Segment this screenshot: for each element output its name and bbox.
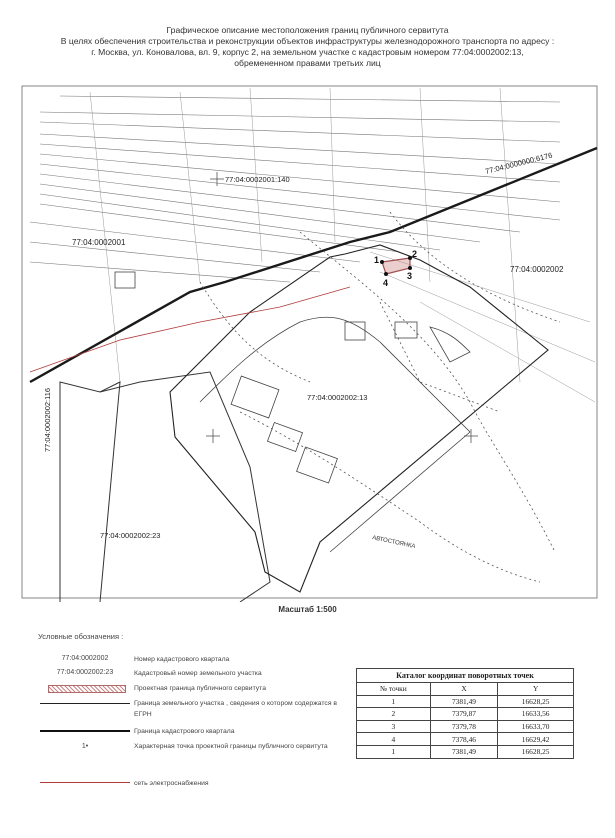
cell-point: 3 [357,720,431,733]
cell-point: 4 [357,733,431,746]
cell-point: 2 [357,708,431,721]
table-row [357,720,574,733]
legend-item-parcel-boundary [40,697,340,721]
cell-x: 7379,78 [430,720,498,733]
legend-item-quarter-boundary [40,724,340,738]
document-title: Графическое описание местоположения границ публичного сервитута [166,25,449,35]
legend-label: сеть электроснабжения [134,780,209,787]
legend-symbol-parcel: 77:04:0002002:23 [56,669,114,676]
utility-network [200,212,560,582]
cell-x: 7378,46 [430,733,498,746]
parcel-boundary-symbol [40,703,130,704]
cell-y: 16628,25 [498,745,574,758]
point-3-marker [408,266,412,270]
inner-road-boundary [200,317,470,552]
coordinates-catalog-table [356,668,574,759]
cell-point: 1 [357,745,431,758]
document-subtitle-encumbrance: обремененном правами третьих лиц [234,58,381,68]
quarter-east-label: 77:04:0002002 [510,265,564,274]
table-row [357,708,574,721]
legend-item-characteristic-point [40,740,340,764]
column-header-point: № точки [357,683,431,696]
parcel-13-label: 77:04:0002002:13 [307,393,368,402]
parcel-140-label: 77:04:0002001:140 [225,175,290,184]
cell-y: 16633,56 [498,708,574,721]
point-3-label: 3 [407,271,413,281]
cell-x: 7381,49 [430,695,498,708]
legend-label: Проектная граница публичного сервитута [134,685,266,692]
table-row [357,695,574,708]
legend-label: Граница кадастрового квартала [134,728,235,735]
cell-y: 16628,25 [498,695,574,708]
point-4-marker [384,272,388,276]
point-1-marker [380,260,384,264]
legend-symbol-quarter: 77:04:0002002 [61,655,109,662]
point-1-label: 1 [374,255,380,265]
cell-point: 1 [357,695,431,708]
point-2-label: 2 [412,249,418,259]
document-subtitle-address: г. Москва, ул. Коновалова, вл. 9, корпус 2, на земельном участке с кадастровым номером 77:04:0002002:13, [91,47,524,57]
legend-label: Номер кадастрового квартала [134,656,230,663]
quarter-boundary-symbol [40,730,130,732]
parcel-23-label: 77:04:0002002:23 [100,531,161,540]
map-scale: Масштаб 1:500 [278,605,337,614]
legend-item-parcel-number [40,666,340,680]
legend-item-power-network [40,776,340,790]
power-line-symbol [40,782,130,783]
cell-y: 16633,70 [498,720,574,733]
servitude-hatch-symbol [48,685,126,693]
parking-label: АВТОСТОЯНКА [371,535,416,551]
parcel-6176-label: 77:04:0000000:6176 [484,150,554,176]
legend-label: Характерная точка проектной границы публичного сервитута [134,743,328,750]
parcel-13-boundary [170,245,548,592]
legend-label: Граница земельного участка , сведения о котором содержатся в ЕГРН [134,700,337,718]
column-header-x: X [430,683,498,696]
table-row [357,745,574,758]
legend-label: Кадастровый номер земельного участка [134,670,262,677]
point-4-label: 4 [383,278,389,288]
column-header-y: Y [498,683,574,696]
document-subtitle-purpose: В целях обеспечения строительства и реконструкции объектов инфраструктуры железнодорожного транспорта по адресу : [60,36,555,46]
catalog-header-row [357,683,574,696]
legend-symbol-point: 1• [81,743,89,750]
servitude-polygon [382,258,410,274]
quarter-west-label: 77:04:0002001 [72,238,126,247]
cell-x: 7381,49 [430,745,498,758]
parcel-116-label: 77:04:0002002:116 [43,387,52,452]
legend-item-quarter-number [40,652,340,666]
power-line [30,287,350,372]
table-row [357,733,574,746]
cadastral-map [0,82,615,602]
legend-item-servitude-boundary [40,682,340,696]
parcel-23-boundary [100,372,270,602]
legend-title: Условные обозначения : [38,632,124,641]
catalog-title: Каталог координат поворотных точек [357,669,574,683]
parcel-116-boundary [60,382,120,602]
cell-y: 16629,42 [498,733,574,746]
railway-tracks [30,96,560,282]
cell-x: 7379,87 [430,708,498,721]
